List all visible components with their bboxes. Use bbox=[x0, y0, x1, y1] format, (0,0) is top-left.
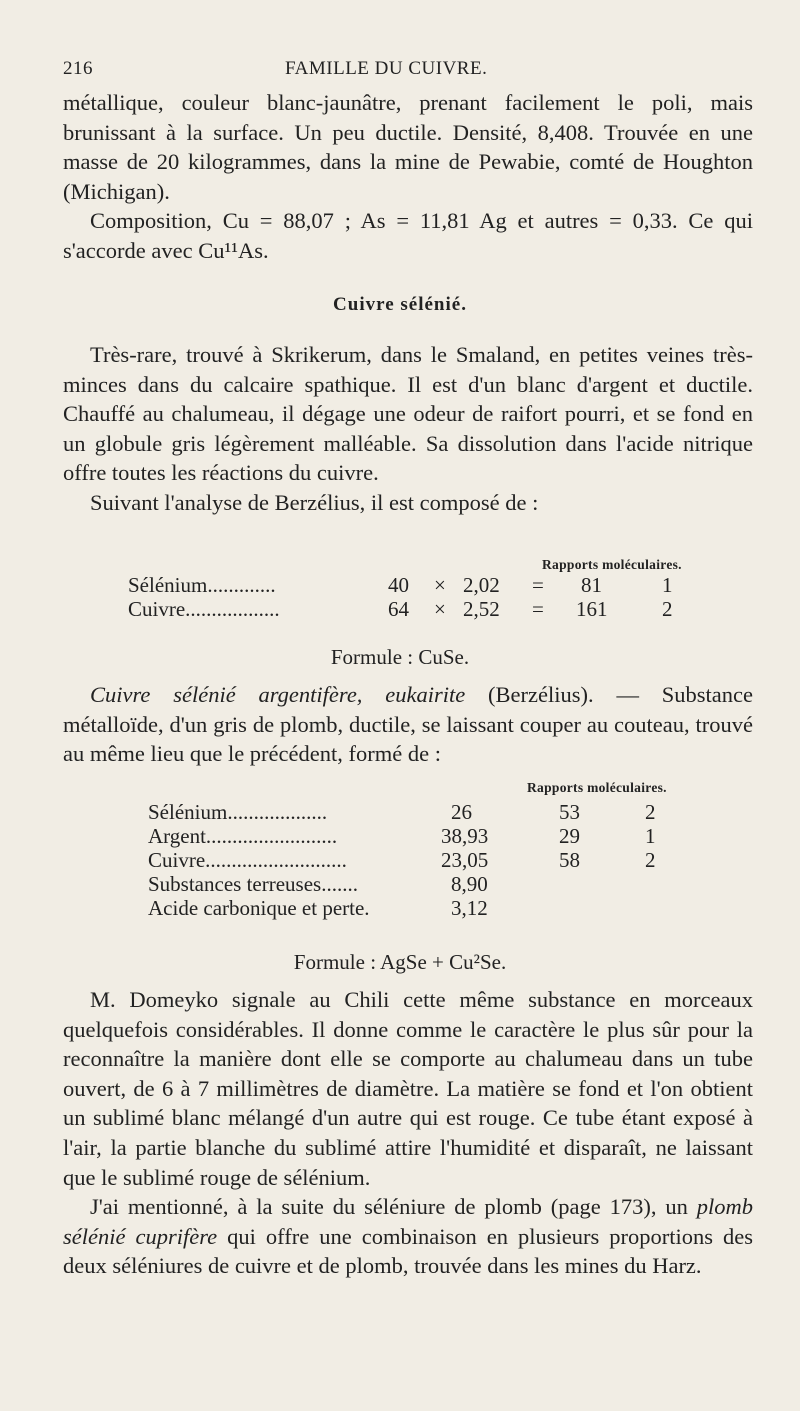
table1-cell: 81 bbox=[581, 573, 602, 597]
table2-cell: 3,12 bbox=[451, 896, 488, 920]
paragraph-1: métallique, couleur blanc-jaunâtre, prenant facilement le poli, mais brunissant à la surface. Un peu ductile. Densité, 8,408. Trouvée en une masse de 20 kilogrammes, dans la mine de Pewabie, comté de Houghton (Michigan). bbox=[63, 90, 753, 204]
table1-cell: 2 bbox=[662, 597, 673, 621]
table2-cell: 8,90 bbox=[451, 872, 488, 896]
paragraph-7-italic: plomb sélénié cuprifère bbox=[63, 1194, 753, 1249]
table1-cell: × bbox=[434, 597, 446, 621]
table1-heading: Rapports moléculaires. bbox=[542, 557, 682, 572]
paragraph-3-block bbox=[63, 340, 753, 518]
paragraph-4: Suivant l'analyse de Berzélius, il est composé de : bbox=[90, 489, 539, 515]
table2-cell: 1 bbox=[645, 824, 656, 848]
paragraph-5-italic: Cuivre sélénié argentifère, eukairite bbox=[90, 682, 466, 707]
paragraph-6: M. Domeyko signale au Chili cette même substance en morceaux quelquefois considérables. Il donne comme le caractère le plus sûr pour la reconnaître la manière dont elle se comporte au chalumeau dans un tube ouvert, de 6 à 7 millimètres de diamètre. La matière se fond et l'on obtient un sublimé blanc mélangé d'un autre qui est rouge. Ce tube étant exposé à l'air, la partie blanche du sublimé attire l'humidité et disparaît, ne laissant que le sublimé rouge de sélénium. bbox=[63, 987, 753, 1190]
table1-cell: 40 bbox=[388, 573, 409, 597]
paragraph-2: Composition, Cu = 88,07 ; As = 11,81 Ag et autres = 0,33. Ce qui s'accorde avec Cu¹¹As. bbox=[63, 208, 753, 263]
page-number: 216 bbox=[63, 58, 93, 79]
paragraph-5 bbox=[63, 680, 753, 769]
table1-cell: 64 bbox=[388, 597, 409, 621]
section-title: Cuivre sélénié. bbox=[333, 294, 467, 315]
paragraph-7-text-b: qui offre une combinaison en plusieurs proportions des deux séléniures de cuivre et de plomb, trouvée dans les mines du Harz. bbox=[63, 1223, 753, 1279]
running-title: FAMILLE DU CUIVRE. bbox=[285, 58, 488, 79]
table2-row-label: Cuivre........................... bbox=[148, 848, 347, 872]
table1-row-label: Sélénium............. bbox=[128, 573, 276, 597]
formula-2: Formule : AgSe + Cu²Se. bbox=[293, 950, 507, 974]
table2-cell: 38,93 bbox=[441, 824, 489, 848]
table1-cell: × bbox=[434, 573, 446, 597]
table1-cell: 2,52 bbox=[463, 597, 500, 621]
table1-cell: = bbox=[532, 573, 544, 597]
paragraph-5-text: (Berzélius). — Substance métalloïde, d'un gris de plomb, ductile, se laissant couper au couteau, trouvé au même lieu que le précédent, formé de : bbox=[63, 682, 753, 767]
table2-cell: 53 bbox=[559, 800, 580, 824]
table2-heading: Rapports moléculaires. bbox=[527, 780, 667, 795]
table1-cell: 1 bbox=[662, 573, 673, 597]
table1-cell: 161 bbox=[576, 597, 608, 621]
table1-row-label: Cuivre.................. bbox=[128, 597, 280, 621]
paragraph-1-block bbox=[63, 88, 753, 266]
paragraph-3: Très-rare, trouvé à Skrikerum, dans le Smaland, en petites veines très-minces dans du calcaire spathique. Il est d'un blanc d'argent et ductile. Chauffé au chalumeau, il dégage une odeur de raifort pourri, et se fond en un globule gris légèrement malléable. Sa dissolution dans l'acide nitrique offre toutes les réactions du cuivre. bbox=[63, 342, 753, 486]
table2-cell: 26 bbox=[451, 800, 472, 824]
table2-row-label: Sélénium................... bbox=[148, 800, 328, 824]
paragraph-7 bbox=[63, 1192, 753, 1281]
table2-cell: 58 bbox=[559, 848, 580, 872]
table2-row-label: Substances terreuses....... bbox=[148, 872, 358, 896]
paragraph-7-text-a: J'ai mentionné, à la suite du séléniure de plomb (page 173), un bbox=[90, 1194, 697, 1220]
table2-row-label: Argent......................... bbox=[148, 824, 338, 848]
paragraph-6-block bbox=[63, 985, 753, 1281]
table2-row-label: Acide carbonique et perte. bbox=[148, 896, 370, 920]
paragraph-5-block bbox=[63, 680, 753, 769]
table1-cell: 2,02 bbox=[463, 573, 500, 597]
table2-cell: 2 bbox=[645, 848, 656, 872]
table2-cell: 23,05 bbox=[441, 848, 489, 872]
table1-cell: = bbox=[532, 597, 544, 621]
page-header bbox=[63, 58, 753, 88]
table2-cell: 29 bbox=[559, 824, 580, 848]
table2-cell: 2 bbox=[645, 800, 656, 824]
formula-1: Formule : CuSe. bbox=[330, 645, 470, 669]
